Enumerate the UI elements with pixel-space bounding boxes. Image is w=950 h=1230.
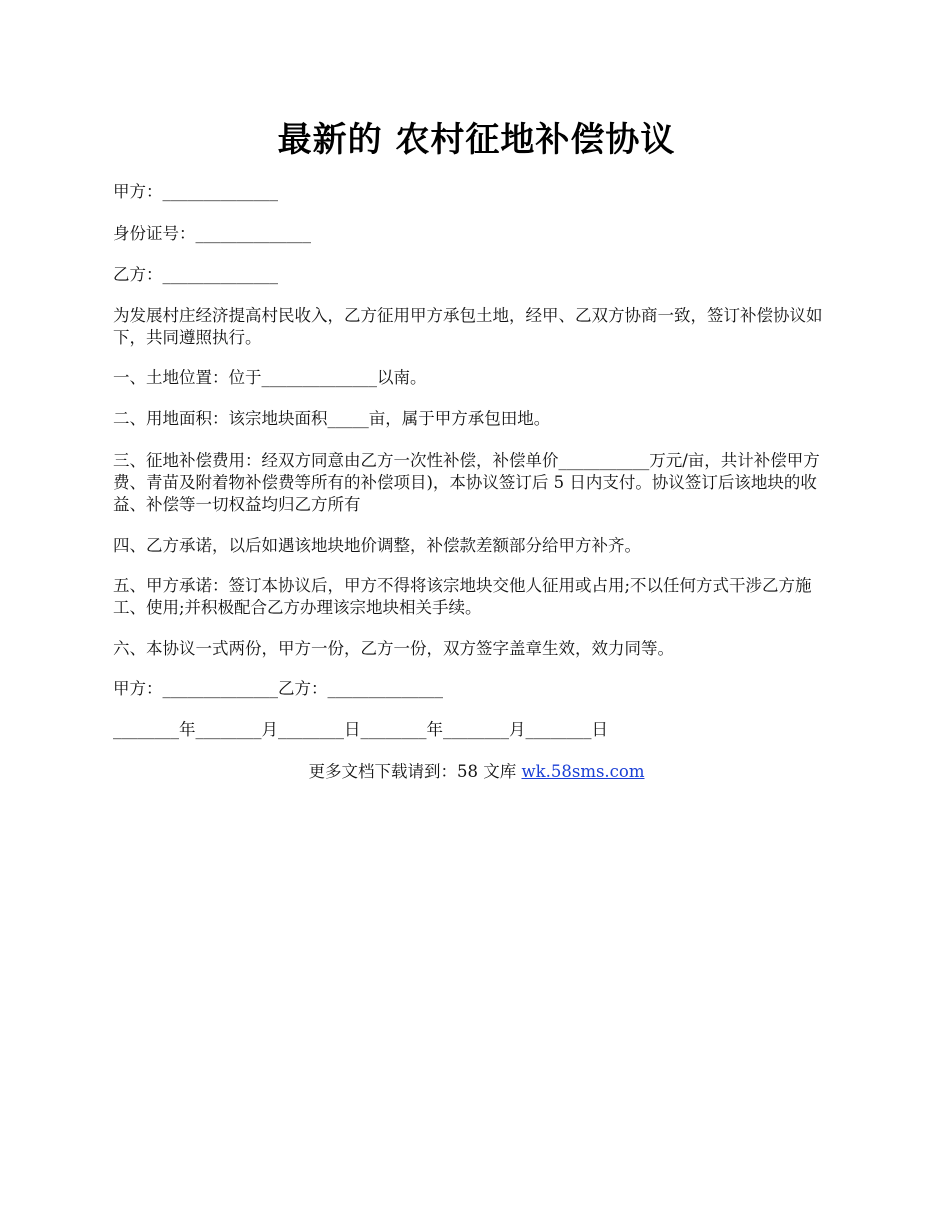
clause-1: 一、土地位置：位于______________以南。 [113,368,427,387]
date-line: ________年________月________日________年________月________日 [113,720,608,739]
id-number-field: 身份证号：______________ [113,224,311,243]
footer-link[interactable]: wk.58sms.com [521,762,645,781]
party-a-field: 甲方：______________ [113,182,278,201]
signature-line: 甲方：______________乙方：______________ [113,679,443,698]
clause-4: 四、乙方承诺，以后如遇该地块地价调整，补偿款差额部分给甲方补齐。 [113,536,641,555]
clause-5: 五、甲方承诺：签订本协议后，甲方不得将该宗地块交他人征用或占用;不以任何方式干涉乙方施工、使用;并积极配合乙方办理该宗地块相关手续。 [113,576,812,617]
clause-2: 二、用地面积：该宗地块面积_____亩，属于甲方承包田地。 [113,409,551,428]
clause-6: 六、本协议一式两份，甲方一份，乙方一份，双方签字盖章生效，效力同等。 [113,639,674,658]
footer-text: 更多文档下载请到：58 文库 [308,762,522,781]
intro-paragraph: 为发展村庄经济提高村民收入，乙方征用甲方承包土地，经甲、乙双方协商一致，签订补偿协议如下，共同遵照执行。 [113,306,823,347]
document-title: 最新的 农村征地补偿协议 [277,120,676,160]
footer [113,761,840,783]
party-b-field: 乙方：______________ [113,265,278,284]
clause-3: 三、征地补偿费用：经双方同意由乙方一次性补偿，补偿单价___________万元/亩，共计补偿甲方费、青苗及附着物补偿费等所有的补偿项目)，本协议签订后 5 日内支付。协议签订后该地块的收益、补偿等一切权益均归乙方所有 [113,451,820,514]
